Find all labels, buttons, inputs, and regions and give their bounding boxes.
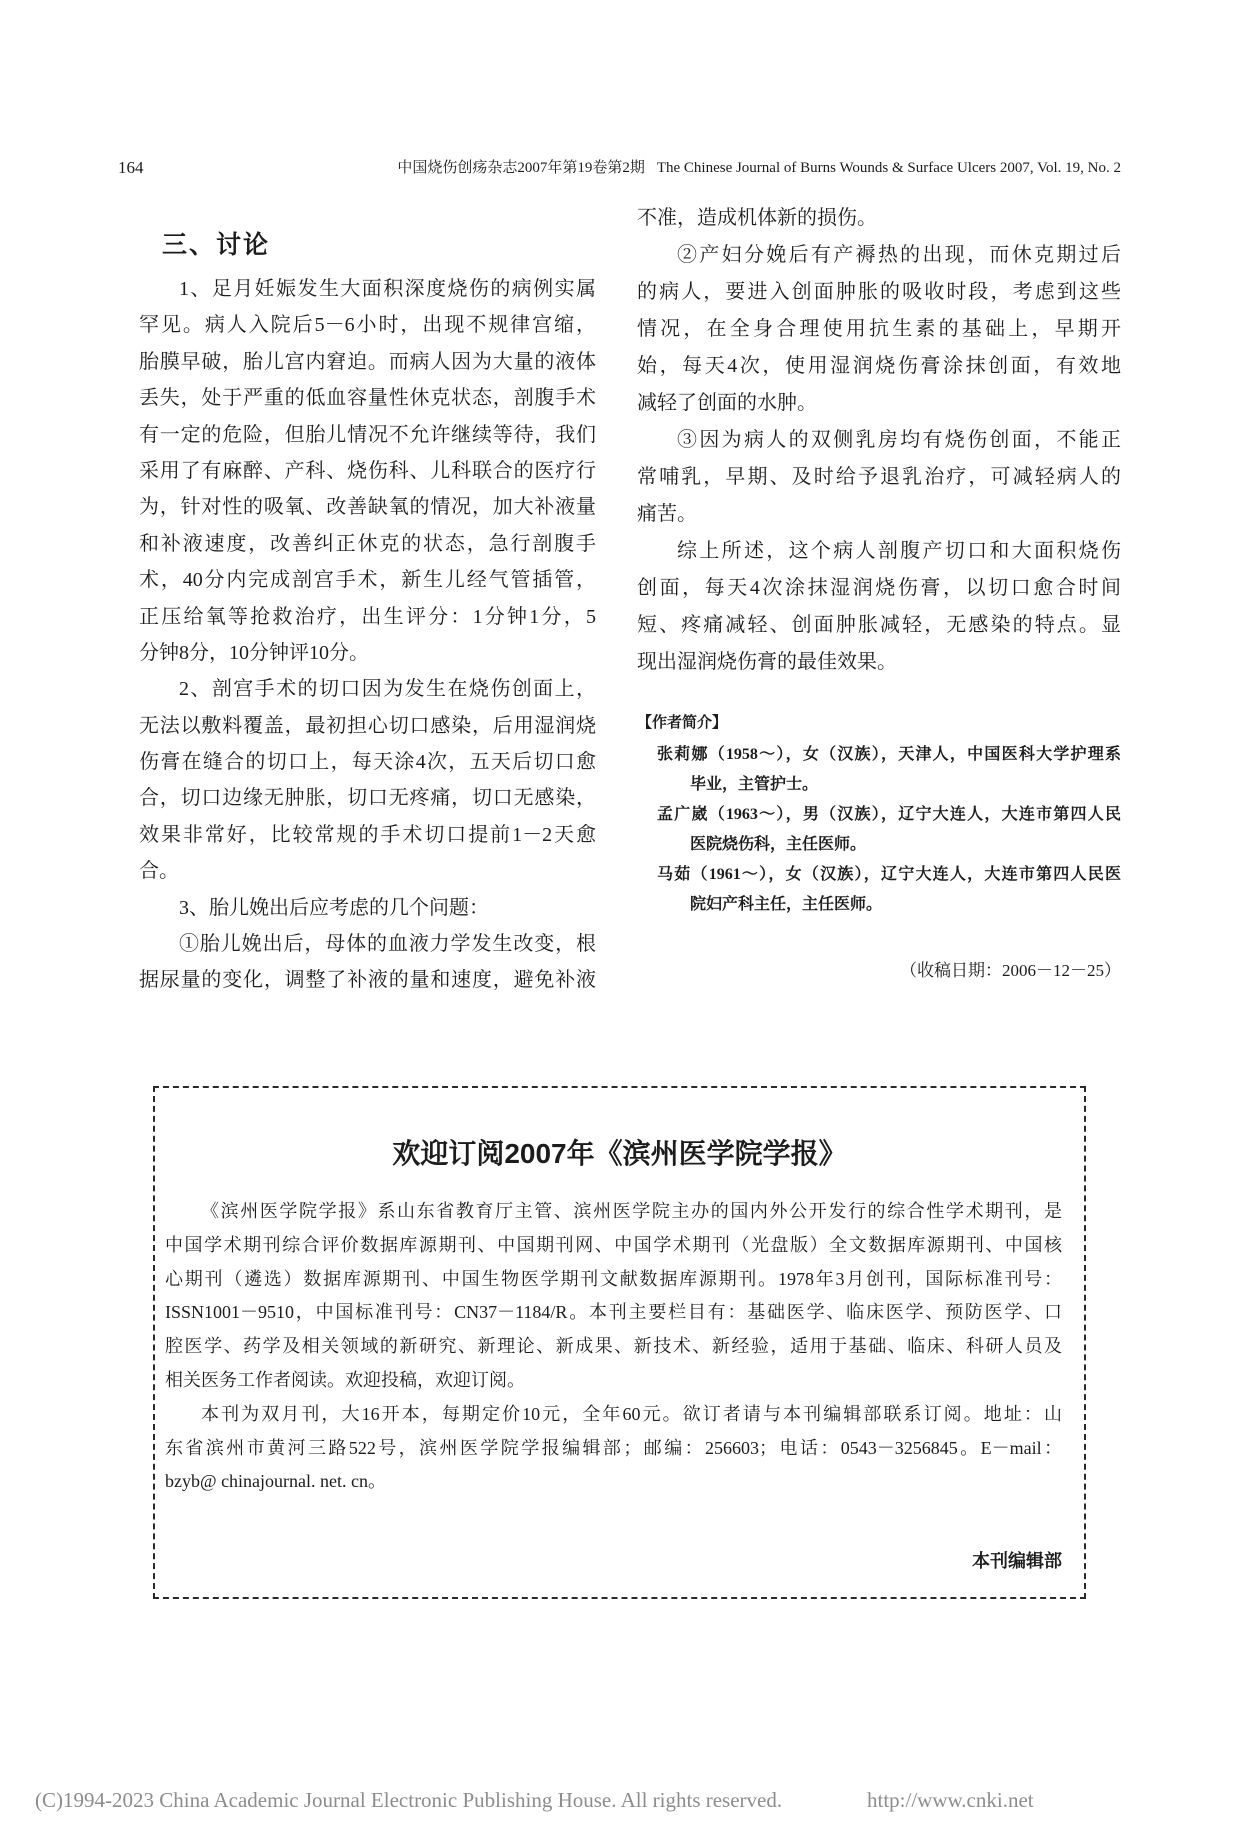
body-paragraph xyxy=(139,926,596,999)
notice-text-line: 《滨州医学院学报》系山东省教育厅主管、滨州医学院主办的国内外公开发行的综合性学术期刊，是 xyxy=(201,1201,1062,1221)
body-paragraph xyxy=(637,237,1121,422)
body-text-line: 短、疼痛减轻、创面肿胀减轻，无感染的特点。显 xyxy=(637,614,1121,636)
notice-body xyxy=(165,1195,1062,1499)
body-text-line: 合，切口边缘无肿胀，切口无疼痛，切口无感染， xyxy=(139,787,596,810)
body-text-line: 无法以敷料覆盖，最初担心切口感染，后用湿润烧 xyxy=(139,714,596,737)
author-entry-line: 孟广崴（1963～），男（汉族），辽宁大连人，大连市第四人民 xyxy=(657,806,1121,823)
notice-text-line: 本刊为双月刊，大16开本，每期定价10元，全年60元。欲订者请与本刊编辑部联系订阅。地址：山 xyxy=(201,1403,1062,1424)
body-text-line: 痛苦。 xyxy=(637,503,697,525)
body-text-line: 常哺乳，早期、及时给予退乳治疗，可减轻病人的 xyxy=(637,466,1121,488)
notice-text-line: 中国学术期刊综合评价数据库源期刊、中国期刊网、中国学术期刊（光盘版）全文数据库源期刊、中国核 xyxy=(165,1234,1062,1255)
body-text-line: 术，40分内完成剖宫手术，新生儿经气管插管， xyxy=(139,569,596,592)
notice-title: 欢迎订阅2007年《滨州医学院学报》 xyxy=(392,1138,847,1169)
body-text-line: ②产妇分娩后有产褥热的出现，而休克期过后 xyxy=(677,244,1121,266)
notice-text-line: ISSN1001－9510，中国标准刊号：CN37－1184/R。本刊主要栏目有：基础医学、临床医学、预防医学、口 xyxy=(165,1302,1062,1323)
body-text-line: 丢失，处于严重的低血容量性休克状态，剖腹手术 xyxy=(139,387,596,410)
footer-copyright: (C)1994-2023 China Academic Journal Electronic Publishing House. All rights reserved. xyxy=(35,1788,783,1812)
body-paragraph xyxy=(139,890,596,926)
subscription-notice-box xyxy=(153,1086,1086,1599)
notice-paragraph xyxy=(165,1398,1062,1499)
author-entry xyxy=(657,800,1121,860)
running-head-journal-en: The Chinese Journal of Burns Wounds & Surface Ulcers 2007, Vol. 19, No. 2 xyxy=(656,160,1121,176)
author-entry-line: 院妇产科主任，主任医师。 xyxy=(690,896,883,913)
body-text-line: 的病人，要进入创面肿胀的吸收时段，考虑到这些 xyxy=(637,281,1121,303)
body-text-line: 综上所述，这个病人剖腹产切口和大面积烧伤 xyxy=(677,540,1121,562)
author-entry-line: 张莉娜（1958～），女（汉族），天津人，中国医科大学护理系 xyxy=(657,746,1121,763)
body-text-line: 正压给氧等抢救治疗，出生评分：1分钟1分，5 xyxy=(139,605,596,628)
body-text-line: 伤膏在缝合的切口上，每天涂4次，五天后切口愈 xyxy=(139,751,596,774)
body-paragraph xyxy=(637,533,1121,681)
body-text-line: 分钟8分，10分钟评10分。 xyxy=(139,641,369,664)
author-intro xyxy=(657,740,1121,920)
section-heading: 三、讨论 xyxy=(162,231,271,259)
body-text-line: ③因为病人的双侧乳房均有烧伤创面，不能正 xyxy=(677,429,1121,451)
footer-url: http://www.cnki.net xyxy=(867,1788,1034,1812)
body-text-line: 胎膜早破，胎儿宫内窘迫。而病人因为大量的液体 xyxy=(139,350,596,373)
body-text-line: 3、胎儿娩出后应考虑的几个问题： xyxy=(179,896,489,919)
author-entry xyxy=(657,740,1121,800)
running-head-journal xyxy=(397,158,1121,178)
author-entry-line: 马茹（1961～），女（汉族），辽宁大连人，大连市第四人民医 xyxy=(657,866,1121,883)
right-text-column xyxy=(637,200,1121,681)
running-head-page-number: 164 xyxy=(118,158,144,177)
body-text-line: 1、足月妊娠发生大面积深度烧伤的病例实属 xyxy=(179,278,596,300)
body-paragraph xyxy=(637,200,1121,237)
body-text-line: 据尿量的变化，调整了补液的量和速度，避免补液 xyxy=(139,969,596,992)
body-text-line: 现出湿润烧伤膏的最佳效果。 xyxy=(637,651,897,673)
body-text-line: 始，每天4次，使用湿润烧伤膏涂抹创面，有效地 xyxy=(637,355,1121,377)
author-entry-line: 毕业，主管护士。 xyxy=(690,776,819,793)
notice-text-line: 腔医学、药学及相关领域的新研究、新理论、新成果、新技术、新经验，适用于基础、临床、科研人员及 xyxy=(165,1336,1062,1357)
running-head-journal-cn: 中国烧伤创疡杂志2007年第19卷第2期 xyxy=(397,160,645,176)
body-text-line: ①胎儿娩出后，母体的血液力学发生改变，根 xyxy=(179,933,596,956)
notice-paragraph xyxy=(165,1195,1062,1398)
author-intro-heading: 【作者简介】 xyxy=(637,715,728,731)
body-text-line: 采用了有麻醉、产科、烧伤科、儿科联合的医疗行 xyxy=(139,459,596,482)
body-text-line: 不准，造成机体新的损伤。 xyxy=(637,207,877,229)
body-paragraph xyxy=(637,422,1121,533)
body-paragraph xyxy=(139,671,596,889)
notice-signature: 本刊编辑部 xyxy=(972,1551,1062,1571)
received-date: （收稿日期：2006－12－25） xyxy=(900,961,1121,980)
body-text-line: 2、剖宫手术的切口因为发生在烧伤创面上， xyxy=(179,678,596,701)
body-text-line: 有一定的危险，但胎儿情况不允许继续等待，我们 xyxy=(139,423,596,446)
body-text-line: 合。 xyxy=(139,860,179,883)
body-text-line: 创面，每天4次涂抹湿润烧伤膏，以切口愈合时间 xyxy=(637,577,1121,599)
author-entry xyxy=(657,860,1121,920)
notice-text-line: 心期刊（遴选）数据库源期刊、中国生物医学期刊文献数据库源期刊。1978年3月创刊，国际标准刊号： xyxy=(165,1268,1062,1289)
notice-text-line: 东省滨州市黄河三路522号，滨州医学院学报编辑部；邮编：256603；电话：0543－3256845。E－mail： xyxy=(165,1437,1062,1458)
body-text-line: 情况，在全身合理使用抗生素的基础上，早期开 xyxy=(637,318,1121,340)
notice-text-line: 相关医务工作者阅读。欢迎投稿，欢迎订阅。 xyxy=(165,1369,525,1390)
body-text-line: 罕见。病人入院后5－6小时，出现不规律宫缩， xyxy=(139,314,596,337)
left-text-column xyxy=(139,271,596,999)
body-text-line: 减轻了创面的水肿。 xyxy=(637,392,817,414)
body-paragraph xyxy=(139,271,596,671)
body-text-line: 为，针对性的吸氧、改善缺氧的情况，加大补液量 xyxy=(139,496,596,519)
notice-text-line: bzyb@ chinajournal. net. cn。 xyxy=(165,1471,387,1492)
author-entry-line: 医院烧伤科，主任医师。 xyxy=(690,836,867,853)
body-text-line: 和补液速度，改善纠正休克的状态，急行剖腹手 xyxy=(139,532,596,555)
body-text-line: 效果非常好，比较常规的手术切口提前1－2天愈 xyxy=(139,823,596,846)
